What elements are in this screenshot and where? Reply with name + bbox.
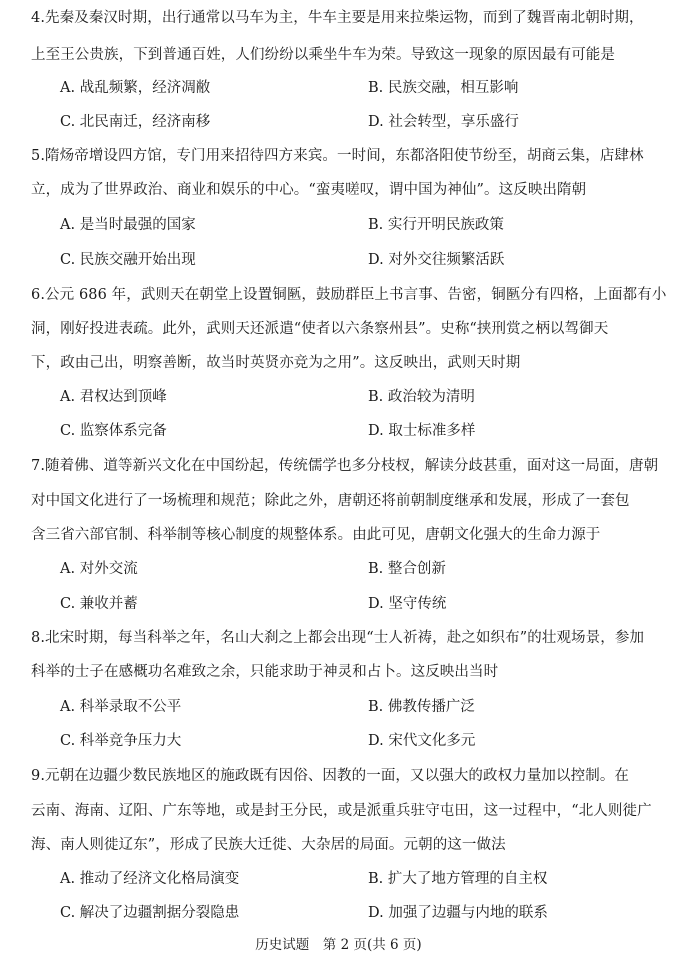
question-4-option-a[interactable]: A. 战乱频繁，经济凋敝 xyxy=(60,80,211,96)
question-5-line-2: 立，成为了世界政治、商业和娱乐的中心。“蛮夷嗟叹，谓中国为神仙”。这反映出隋朝 xyxy=(31,182,587,198)
question-8-option-a[interactable]: A. 科举录取不公平 xyxy=(60,699,182,715)
question-5-option-b[interactable]: B. 实行开明民族政策 xyxy=(368,217,504,233)
question-7-line-1: 7.随着佛、道等新兴文化在中国纷起，传统儒学也多分枝杈，解读分歧甚重，面对这一局面，唐朝 xyxy=(31,458,659,474)
question-7-option-d[interactable]: D. 坚守传统 xyxy=(368,596,447,612)
question-8-option-c[interactable]: C. 科举竞争压力大 xyxy=(60,733,182,749)
question-6-option-c[interactable]: C. 监察体系完备 xyxy=(60,423,167,439)
question-4-option-d[interactable]: D. 社会转型，享乐盛行 xyxy=(368,114,519,130)
question-7-option-a[interactable]: A. 对外交流 xyxy=(60,561,138,577)
question-6-option-a[interactable]: A. 君权达到顶峰 xyxy=(60,389,167,405)
question-7-option-b[interactable]: B. 整合创新 xyxy=(368,561,446,577)
question-8-line-2: 科举的士子在感概功名难致之余，只能求助于神灵和占卜。这反映出当时 xyxy=(31,664,499,680)
question-9-option-a[interactable]: A. 推动了经济文化格局演变 xyxy=(60,871,240,887)
question-9-line-2: 云南、海南、辽阳、广东等地，或是封王分民，或是派重兵驻守屯田，这一过程中，“北人则徙广 xyxy=(31,803,652,819)
question-4-option-b[interactable]: B. 民族交融，相互影响 xyxy=(368,80,519,96)
question-5-option-c[interactable]: C. 民族交融开始出现 xyxy=(60,252,196,268)
question-8-option-b[interactable]: B. 佛教传播广泛 xyxy=(368,699,475,715)
question-6-line-3: 下，政由己出，明察善断，故当时英贤亦竞为之用”。这反映出，武则天时期 xyxy=(31,355,521,371)
question-8-option-d[interactable]: D. 宋代文化多元 xyxy=(368,733,476,749)
question-7-line-3: 含三省六部官制、科举制等核心制度的规整体系。由此可见，唐朝文化强大的生命力源于 xyxy=(31,527,601,543)
question-4-line-2: 上至王公贵族，下到普通百姓，人们纷纷以乘坐牛车为荣。导致这一现象的原因最有可能是 xyxy=(31,47,615,63)
question-4-line-1: 4.先秦及秦汉时期，出行通常以马车为主，牛车主要是用来拉柴运物，而到了魏晋南北朝时期， xyxy=(31,10,644,26)
question-5-option-a[interactable]: A. 是当时最强的国家 xyxy=(60,217,196,233)
question-7-option-c[interactable]: C. 兼收并蓄 xyxy=(60,596,138,612)
question-6-option-b[interactable]: B. 政治较为清明 xyxy=(368,389,475,405)
question-9-option-b[interactable]: B. 扩大了地方管理的自主权 xyxy=(368,871,548,887)
question-6-line-1: 6.公元 686 年，武则天在朝堂上设置铜匦，鼓励群臣上书言事、告密，铜匦分有四格，上面都有小 xyxy=(31,287,667,303)
question-8-line-1: 8.北宋时期，每当科举之年，名山大刹之上都会出现“士人祈祷，赴之如织布”的壮观场景，参加 xyxy=(31,630,645,646)
question-7-line-2: 对中国文化进行了一场梳理和规范；除此之外，唐朝还将前朝制度继承和发展，形成了一套包 xyxy=(31,493,630,509)
question-9-option-d[interactable]: D. 加强了边疆与内地的联系 xyxy=(368,905,548,921)
question-4-option-c[interactable]: C. 北民南迁，经济南移 xyxy=(60,114,211,130)
question-5-option-d[interactable]: D. 对外交往频繁活跃 xyxy=(368,252,505,268)
page-footer: 历史试题 第 2 页(共 6 页) xyxy=(255,937,422,953)
question-6-line-2: 洞，刚好投进表疏。此外，武则天还派遣“使者以六条察州县”。史称“挟刑赏之柄以驾御天 xyxy=(31,321,609,337)
question-9-option-c[interactable]: C. 解决了边疆割据分裂隐患 xyxy=(60,905,240,921)
question-6-option-d[interactable]: D. 取士标准多样 xyxy=(368,423,476,439)
question-9-line-3: 海、南人则徙辽东”，形成了民族大迁徙、大杂居的局面。元朝的这一做法 xyxy=(31,837,506,853)
question-5-line-1: 5.隋炀帝增设四方馆，专门用来招待四方来宾。一时间，东都洛阳使节纷至，胡商云集，店肆林 xyxy=(31,148,644,164)
question-9-line-1: 9.元朝在边疆少数民族地区的施政既有因俗、因教的一面，又以强大的政权力量加以控制。在 xyxy=(31,768,630,784)
